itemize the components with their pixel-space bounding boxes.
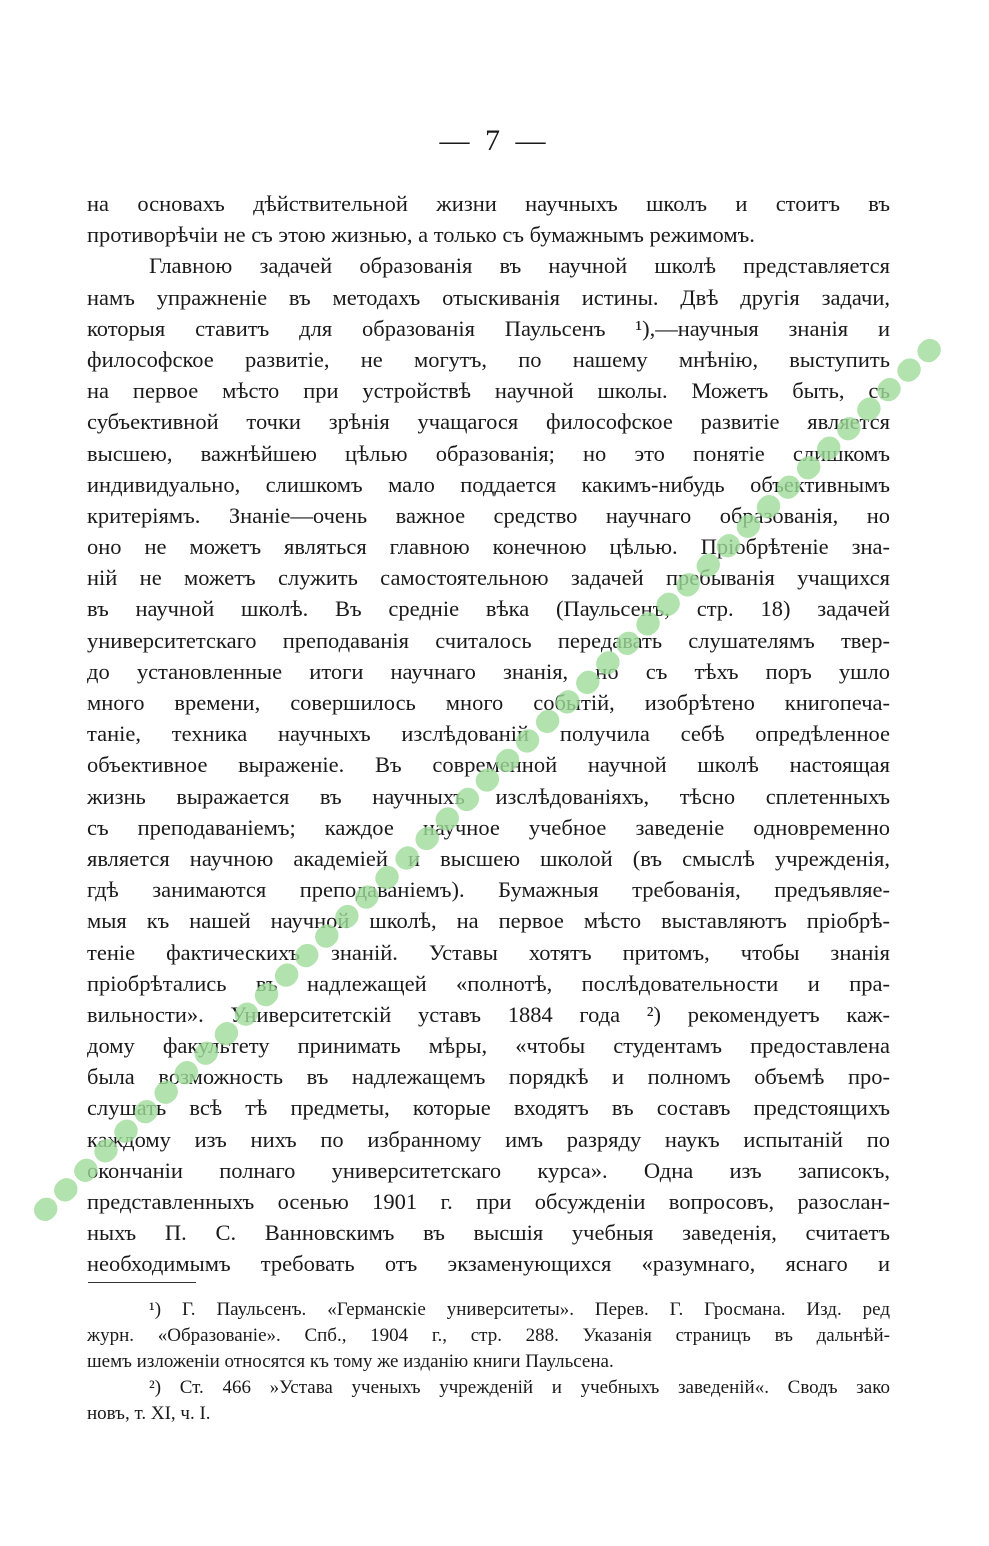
text-line: окончаніи полнаго университетскаго курса». Одна изъ записокъ, xyxy=(87,1157,890,1183)
text-line: высшею, важнѣйшею цѣлью образованія; но это понятіе слишкомъ xyxy=(87,440,890,466)
text-line: на первое мѣсто при устройствѣ научной школы. Можетъ быть, съ xyxy=(87,378,890,404)
text-line: которыя ставитъ для образованія Паульсенъ ¹),—научныя знанія и xyxy=(87,315,890,341)
footnote-line: журн. «Образованіе». Спб., 1904 г., стр. 288. Указанія страницъ въ дальнѣй- xyxy=(87,1325,890,1346)
text-line: на основахъ дѣйствительной жизни научныхъ школъ и стоитъ въ xyxy=(87,191,890,216)
body-text xyxy=(87,188,890,1280)
text-line: философское развитіе, не могутъ, по нашему мнѣнію, выступить xyxy=(87,346,890,372)
text-line: въ научной школѣ. Въ средніе вѣка (Паульсенъ, стр. 18) задачей xyxy=(87,596,890,622)
footnote-line: шемъ изложеніи относятся къ тому же изданію книги Паульсена. xyxy=(87,1351,614,1372)
text-line: противорѣчіи не съ этою жизнью, а только съ бумажнымъ режимомъ. xyxy=(87,222,755,248)
text-line: намъ упражненіе въ методахъ отыскиванія истины. Двѣ другія задачи, xyxy=(87,284,890,310)
footnote-line: ¹) Г. Паульсенъ. «Германскіе университеты». Перев. Г. Гросмана. Изд. ред xyxy=(149,1299,890,1320)
text-line: была возможность въ надлежащемъ порядкѣ и полномъ объемѣ про- xyxy=(87,1064,890,1090)
footnote-line: новъ, т. XI, ч. I. xyxy=(87,1403,211,1424)
text-line: необходимымъ требовать отъ экзаменующихся «разумнаго, яснаго и xyxy=(87,1251,890,1277)
text-line: жизнь выражается въ научныхъ изслѣдованіяхъ, тѣсно сплетенныхъ xyxy=(87,783,890,809)
text-line: оно не можетъ являться главною конечною цѣлью. Пріобрѣтеніе зна- xyxy=(87,534,890,560)
text-line: слушать всѣ тѣ предметы, которые входятъ въ составъ предстоящихъ xyxy=(87,1095,890,1121)
text-line: объективное выраженіе. Въ современной научной школѣ настоящая xyxy=(87,752,890,778)
text-line: теніе фактическихъ знаній. Уставы хотятъ притомъ, чтобы знанія xyxy=(87,939,890,965)
text-line: является научною академіей и высшею школой (въ смыслѣ учрежденія, xyxy=(87,845,890,871)
text-line: много времени, совершилось много событій, изобрѣтено книгопеча- xyxy=(87,690,890,715)
text-line: пріобрѣтались въ надлежащей «полнотѣ, послѣдовательности и пра- xyxy=(87,970,890,996)
text-line: Главною задачей образованія въ научной школѣ представляется xyxy=(149,253,890,279)
text-line: мыя къ нашей научной школѣ, на первое мѣсто выставляютъ пріобрѣ- xyxy=(87,908,890,934)
page-number: — 7 — xyxy=(439,124,550,157)
text-line: каждому изъ нихъ по избранному имъ разряду наукъ испытаній по xyxy=(87,1126,890,1152)
text-line: до установленные итоги научнаго знанія, но съ тѣхъ поръ ушло xyxy=(87,658,890,684)
text-line: представленныхъ осенью 1901 г. при обсужденіи вопросовъ, разослан- xyxy=(87,1189,890,1214)
footnote-line: ²) Ст. 466 »Устава ученыхъ учрежденій и учебныхъ заведеній«. Сводъ зако xyxy=(149,1377,890,1398)
text-line: критеріямъ. Знаніе—очень важное средство научнаго образованія, но xyxy=(87,502,890,528)
text-line: гдѣ занимаются преподаваніемъ). Бумажныя требованія, предъявляе- xyxy=(87,877,890,903)
text-line: ній не можетъ служить самостоятельною задачей пребыванія учащихся xyxy=(87,565,890,591)
text-line: университетскаго преподаванія считалось передавать слушателямъ твер- xyxy=(87,627,890,653)
text-line: субъективной точки зрѣнія учащагося философское развитіе является xyxy=(87,409,890,435)
footnotes xyxy=(87,1297,890,1427)
text-line: вильности». Университетскій уставъ 1884 года ²) рекомендуетъ каж- xyxy=(87,1001,890,1027)
text-line: съ преподаваніемъ; каждое научное учебное заведеніе одновременно xyxy=(87,814,890,840)
footnote-divider xyxy=(88,1282,196,1283)
text-line: дому факультету принимать мѣры, «чтобы студентамъ предоставлена xyxy=(87,1033,890,1059)
text-line: таніе, техника научныхъ изслѣдованій получила себѣ опредѣленное xyxy=(87,721,890,747)
text-line: индивидуально, слишкомъ мало поддается какимъ-нибудь объективнымъ xyxy=(87,471,890,497)
text-line: ныхъ П. С. Ванновскимъ въ высшія учебныя заведенія, считаетъ xyxy=(87,1220,890,1246)
